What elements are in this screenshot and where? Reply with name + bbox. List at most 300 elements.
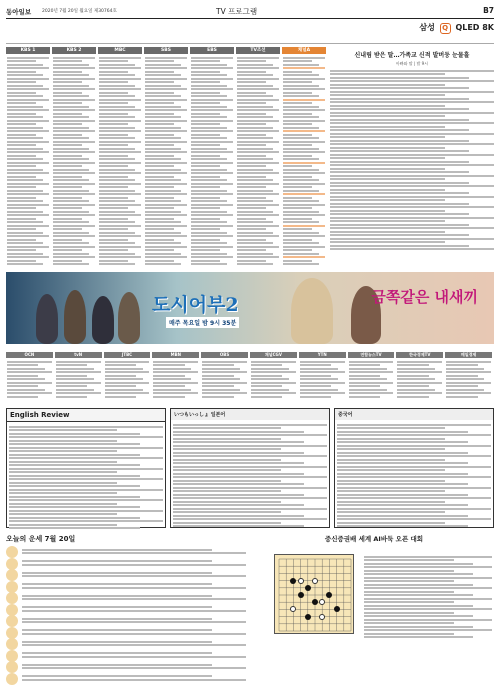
text-line (99, 162, 141, 164)
text-line (251, 385, 282, 387)
text-line (237, 155, 266, 157)
text-line (105, 361, 150, 363)
text-line (99, 179, 135, 181)
text-line (191, 260, 220, 262)
text-line (349, 382, 394, 384)
text-line (7, 368, 45, 370)
text-line (145, 190, 181, 192)
text-line (330, 105, 445, 107)
text-line (397, 364, 428, 366)
text-line (349, 389, 387, 391)
text-line (145, 183, 187, 185)
text-line (191, 123, 220, 125)
text-line (7, 246, 49, 248)
text-line (337, 504, 468, 506)
cable-channel-header: MBN (152, 352, 199, 358)
text-line (283, 239, 312, 241)
cable-channel-header: tvN (55, 352, 102, 358)
text-line (191, 256, 233, 258)
text-line (99, 92, 128, 94)
cable-channel-header: JTBC (104, 352, 151, 358)
text-line (9, 510, 163, 512)
text-line (364, 559, 454, 561)
text-line (9, 478, 163, 480)
text-line (202, 375, 233, 377)
text-line (349, 378, 387, 380)
text-line (99, 204, 141, 206)
text-line (7, 162, 49, 164)
text-line (237, 235, 279, 237)
q-logo-icon: Q (440, 23, 451, 34)
text-line (337, 438, 445, 440)
text-line (283, 172, 325, 174)
text-line (337, 466, 491, 468)
text-line (337, 522, 445, 524)
text-line (145, 263, 181, 265)
text-line (7, 158, 43, 160)
text-line (330, 192, 469, 194)
text-line (330, 80, 494, 82)
text-line (330, 185, 494, 187)
text-line (145, 214, 187, 216)
channel-header: 채널A (282, 47, 326, 54)
text-line (283, 193, 325, 195)
text-line (145, 249, 174, 251)
text-line (7, 218, 36, 220)
text-line (202, 385, 233, 387)
text-line (22, 664, 212, 666)
text-line (173, 448, 281, 450)
text-line (9, 482, 117, 484)
text-line (145, 162, 187, 164)
text-line (99, 242, 135, 244)
text-line (99, 102, 128, 104)
text-line (337, 525, 468, 527)
text-line (145, 78, 187, 80)
text-line (7, 232, 43, 234)
text-line (9, 527, 140, 529)
text-line (99, 116, 135, 118)
text-line (237, 193, 279, 195)
text-line (53, 172, 95, 174)
text-line (397, 368, 435, 370)
text-line (173, 508, 327, 510)
text-line (337, 508, 491, 510)
text-line (145, 95, 181, 97)
text-line (145, 256, 187, 258)
text-line (145, 165, 174, 167)
text-line (191, 134, 220, 136)
board-grid (275, 555, 355, 635)
text-line (191, 242, 227, 244)
text-line (237, 88, 279, 90)
text-line (191, 148, 227, 150)
text-line (7, 155, 36, 157)
zodiac-icon (6, 650, 18, 662)
text-line (7, 148, 43, 150)
text-line (283, 144, 312, 146)
text-line (99, 256, 141, 258)
text-line (7, 239, 36, 241)
text-line (237, 57, 279, 59)
text-line (237, 256, 279, 258)
text-line (283, 148, 319, 150)
text-line (330, 101, 494, 103)
text-line (191, 78, 233, 80)
text-line (364, 633, 454, 635)
text-line (330, 84, 445, 86)
text-line (283, 263, 319, 265)
text-line (283, 123, 312, 125)
text-line (7, 396, 38, 398)
cast-photo (64, 290, 86, 344)
text-line (53, 249, 82, 251)
text-line (53, 109, 95, 111)
text-line (191, 246, 233, 248)
text-line (99, 232, 135, 234)
channel-header: EBS (190, 47, 234, 54)
cable-schedule-grid (6, 352, 494, 404)
channel-number-bar (6, 38, 494, 44)
text-line (145, 127, 181, 129)
text-line (251, 368, 289, 370)
banner-right-title: 금쪽같은 내새끼 (371, 288, 478, 306)
text-line (283, 74, 319, 76)
text-line (7, 116, 43, 118)
text-line (330, 73, 445, 75)
white-stone (319, 614, 325, 620)
text-line (283, 242, 319, 244)
text-line (145, 92, 174, 94)
text-line (237, 172, 279, 174)
text-line (99, 260, 128, 262)
text-line (337, 483, 468, 485)
text-line (145, 235, 187, 237)
text-line (53, 190, 89, 192)
text-line (145, 102, 174, 104)
text-line (9, 496, 140, 498)
text-line (22, 560, 212, 562)
text-line (105, 375, 136, 377)
text-line (283, 67, 325, 69)
text-line (237, 169, 273, 171)
text-line (237, 200, 273, 202)
cable-channel-header: OCN (6, 352, 53, 358)
text-line (53, 102, 82, 104)
text-line (337, 473, 468, 475)
text-line (191, 81, 220, 83)
text-line (237, 102, 266, 104)
text-line (191, 95, 227, 97)
text-line (191, 165, 220, 167)
text-line (237, 242, 273, 244)
text-line (237, 141, 279, 143)
text-line (191, 172, 233, 174)
text-line (237, 190, 273, 192)
text-line (99, 113, 128, 115)
text-line (53, 67, 95, 69)
text-line (283, 102, 312, 104)
text-line (237, 127, 273, 129)
text-line (56, 361, 101, 363)
text-line (191, 179, 227, 181)
text-line (251, 364, 282, 366)
text-line (251, 382, 296, 384)
text-line (446, 375, 477, 377)
text-line (237, 64, 273, 66)
text-line (7, 130, 49, 132)
text-line (191, 57, 233, 59)
text-line (145, 197, 174, 199)
section-title: TV 프로그램 (216, 7, 258, 16)
text-line (7, 190, 43, 192)
text-line (330, 122, 494, 124)
masthead (6, 5, 494, 19)
text-line (283, 200, 319, 202)
text-line (283, 169, 319, 171)
text-line (7, 207, 36, 209)
text-line (99, 214, 141, 216)
text-line (53, 253, 89, 255)
text-line (364, 598, 492, 600)
text-line (53, 165, 82, 167)
japanese-lesson-box (170, 408, 330, 528)
promo-headline: 신내림 받은 딸…가족교 신적 발버둥 눈물흘 (354, 52, 470, 59)
text-line (53, 78, 95, 80)
text-line (99, 71, 128, 73)
zodiac-icon (6, 604, 18, 616)
text-line (237, 123, 266, 125)
text-line (330, 248, 494, 250)
text-line (446, 396, 477, 398)
text-line (191, 60, 220, 62)
text-line (145, 172, 187, 174)
text-line (283, 214, 325, 216)
text-line (53, 134, 82, 136)
text-line (237, 148, 273, 150)
text-line (99, 141, 141, 143)
page-number: B7 (483, 6, 494, 15)
text-line (22, 606, 212, 608)
text-line (191, 99, 233, 101)
text-line (99, 99, 141, 101)
text-line (330, 108, 469, 110)
text-line (202, 364, 233, 366)
text-line (283, 183, 325, 185)
english-review-box (6, 408, 166, 528)
text-line (337, 441, 468, 443)
text-line (53, 186, 82, 188)
banner-title: 도시어부2 (152, 294, 239, 316)
text-line (53, 71, 82, 73)
text-line (283, 176, 312, 178)
text-line (9, 426, 163, 428)
text-line (7, 361, 52, 363)
text-line (283, 228, 312, 230)
text-line (145, 67, 187, 69)
text-line (446, 378, 484, 380)
text-line (191, 239, 220, 241)
text-line (53, 218, 82, 220)
cable-channel-column (201, 352, 248, 404)
text-line (173, 455, 327, 457)
text-line (153, 368, 191, 370)
text-line (9, 506, 140, 508)
text-line (330, 164, 494, 166)
text-line (330, 115, 445, 117)
text-line (99, 186, 128, 188)
text-line (7, 78, 49, 80)
text-line (7, 123, 36, 125)
text-line (99, 197, 128, 199)
text-line (283, 141, 325, 143)
text-line (56, 392, 101, 394)
text-line (397, 389, 435, 391)
text-line (53, 130, 95, 132)
text-line (99, 130, 141, 132)
text-line (330, 94, 445, 96)
text-line (337, 427, 445, 429)
text-line (53, 221, 89, 223)
text-line (191, 214, 233, 216)
cast-photo (36, 294, 58, 344)
text-line (191, 71, 220, 73)
text-line (237, 186, 266, 188)
text-line (237, 239, 266, 241)
text-line (283, 221, 319, 223)
text-line (53, 204, 95, 206)
text-line (145, 193, 187, 195)
text-line (22, 575, 246, 577)
text-line (283, 246, 325, 248)
text-line (191, 263, 227, 265)
text-line (145, 113, 174, 115)
text-line (53, 239, 82, 241)
text-line (145, 81, 174, 83)
text-line (446, 371, 491, 373)
text-line (53, 214, 95, 216)
text-line (283, 106, 319, 108)
text-line (22, 644, 246, 646)
text-line (99, 106, 135, 108)
text-line (202, 389, 240, 391)
text-line (364, 605, 473, 607)
text-line (53, 169, 89, 171)
text-line (283, 204, 325, 206)
text-line (191, 176, 220, 178)
text-line (7, 235, 49, 237)
text-line (9, 471, 117, 473)
text-line (283, 60, 312, 62)
text-line (173, 445, 327, 447)
text-line (237, 71, 266, 73)
text-line (7, 228, 36, 230)
text-line (99, 109, 141, 111)
text-line (22, 679, 246, 681)
text-line (330, 154, 494, 156)
text-line (153, 364, 184, 366)
text-line (330, 70, 494, 72)
text-line (349, 375, 380, 377)
text-line (237, 85, 273, 87)
text-line (56, 385, 87, 387)
text-line (330, 147, 445, 149)
text-line (300, 375, 331, 377)
text-line (9, 447, 163, 449)
channel-header: KBS 1 (6, 47, 50, 54)
text-line (173, 466, 327, 468)
text-line (99, 200, 135, 202)
text-line (283, 225, 325, 227)
text-line (7, 127, 43, 129)
text-line (7, 113, 36, 115)
text-line (364, 587, 492, 589)
text-line (145, 60, 174, 62)
text-line (330, 189, 445, 191)
text-line (53, 211, 89, 213)
text-line (7, 371, 52, 373)
text-line (99, 64, 135, 66)
text-line (173, 441, 304, 443)
text-line (7, 197, 36, 199)
text-line (7, 375, 38, 377)
text-line (283, 190, 319, 192)
text-line (237, 78, 279, 80)
text-line (105, 392, 150, 394)
text-line (22, 675, 212, 677)
text-line (99, 155, 128, 157)
text-line (237, 81, 266, 83)
brand-name: 동아일보 (6, 8, 32, 16)
text-line (237, 120, 279, 122)
text-line (7, 256, 49, 258)
text-line (283, 64, 319, 66)
text-line (99, 144, 128, 146)
text-line (56, 389, 94, 391)
white-stone (312, 578, 318, 584)
text-line (99, 120, 141, 122)
text-line (446, 361, 491, 363)
text-line (397, 392, 442, 394)
text-line (145, 246, 187, 248)
text-line (330, 157, 445, 159)
text-line (202, 396, 233, 398)
text-line (53, 200, 89, 202)
black-stone (298, 592, 304, 598)
text-line (145, 130, 187, 132)
baduk-section (254, 534, 494, 686)
text-line (364, 636, 473, 638)
text-line (191, 190, 227, 192)
text-line (99, 183, 141, 185)
text-line (53, 183, 95, 185)
text-line (191, 207, 220, 209)
text-line (56, 396, 87, 398)
text-line (283, 130, 325, 132)
text-line (173, 476, 327, 478)
text-line (237, 158, 273, 160)
text-line (446, 382, 491, 384)
text-line (300, 371, 345, 373)
text-line (237, 207, 266, 209)
text-line (237, 179, 273, 181)
text-line (337, 459, 445, 461)
text-line (330, 171, 469, 173)
zodiac-icon (6, 673, 18, 685)
text-line (283, 151, 325, 153)
text-line (283, 211, 319, 213)
text-line (56, 375, 87, 377)
